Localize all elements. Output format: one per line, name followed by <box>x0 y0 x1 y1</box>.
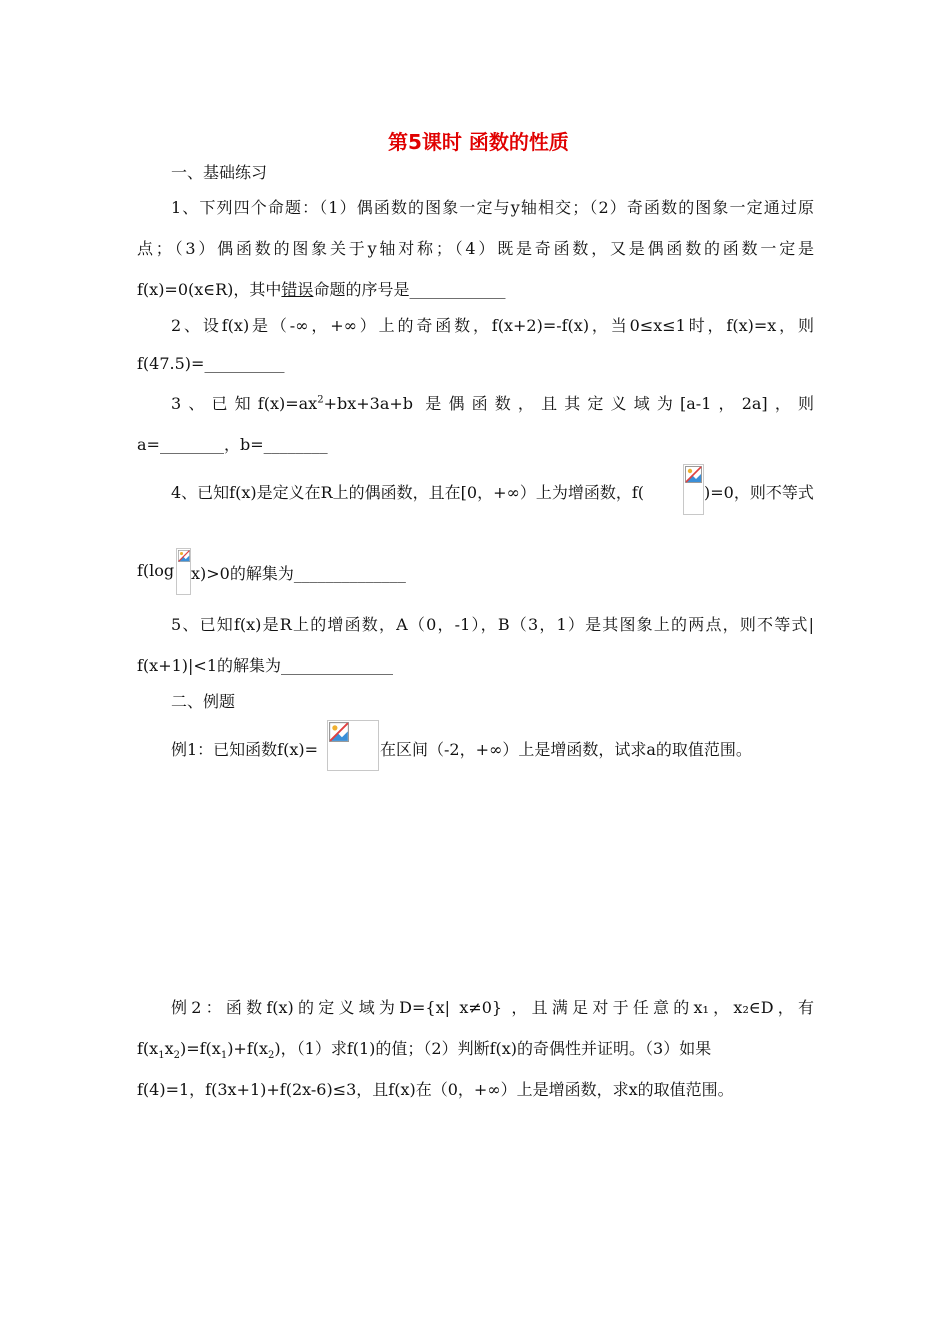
question-5-line-1: 5、已知f(x)是R上的增函数，A（0，-1），B（3，1）是其图象上的两点，则不等式| <box>171 615 814 634</box>
example-2-line-2-a: f(x <box>137 1039 159 1058</box>
example-2-line-2 <box>137 1036 711 1061</box>
page-title: 第5课时 函数的性质 <box>388 130 569 154</box>
section-heading-examples: 二、例题 <box>171 692 236 711</box>
example-2-subscript-4: 2 <box>268 1050 275 1062</box>
broken-image-icon <box>329 722 349 742</box>
question-4-line-1-end: )=0，则不等式 <box>704 483 814 502</box>
example-1-end: 在区间（-2，+∞）上是增函数，试求a的取值范围。 <box>380 740 752 759</box>
question-3-exponent: 2 <box>317 394 324 406</box>
question-2-line-2: f(47.5)=__________ <box>137 354 285 373</box>
question-1-line-1: 1、下列四个命题：（1）偶函数的图象一定与y轴相交；（2）奇函数的图象一定通过原 <box>171 198 814 217</box>
example-2-subscript-3: 1 <box>220 1050 228 1062</box>
question-4-line-1-prefix: 4、已知f(x)是定义在R上的偶函数，且在[0，+∞）上为增函数，f( <box>171 483 644 502</box>
example-2-subscript-1: 1 <box>158 1050 165 1062</box>
example-2-line-2-e: )，（1）求f(1)的值；（2）判断f(x)的奇偶性并证明。（3）如果 <box>274 1039 712 1058</box>
question-3-line-1-prefix: 3、已知f(x)=ax <box>171 394 318 413</box>
broken-image-placeholder-1 <box>683 464 704 515</box>
question-5-line-2: f(x+1)|<1的解集为______________ <box>137 656 393 675</box>
broken-image-placeholder-2 <box>176 548 191 595</box>
question-1-line-2: 点；（3）偶函数的图象关于y轴对称；（4）既是奇函数，又是偶函数的函数一定是 <box>137 239 814 258</box>
question-4-line-2-end: x)>0的解集为______________ <box>191 564 406 583</box>
question-1-line-3-suffix: 命题的序号是____________ <box>313 280 506 299</box>
question-1-line-3 <box>137 277 505 300</box>
broken-image-placeholder-3 <box>327 720 379 771</box>
example-2-line-1: 例2：函数f(x)的定义域为D={x| x≠0} ，且满足对于任意的x₁，x₂∈D，有 <box>171 998 814 1017</box>
question-4-line-2-start: f(log <box>137 561 175 580</box>
question-3-line-1 <box>171 391 814 413</box>
example-2-line-2-b: x <box>164 1039 174 1058</box>
broken-image-icon <box>685 466 702 483</box>
broken-image-icon <box>178 550 190 562</box>
example-2-subscript-2: 2 <box>173 1050 180 1062</box>
question-2-line-1: 2、设f(x)是（-∞，+∞）上的奇函数，f(x+2)=-f(x)，当0≤x≤1时，f(x)=x，则 <box>171 316 814 335</box>
question-3-line-2: a=________，b=________ <box>137 435 328 454</box>
question-4-line-1 <box>171 480 644 503</box>
example-2-line-2-c: )=f(x <box>179 1039 221 1058</box>
section-heading-basic-practice: 一、基础练习 <box>171 163 268 182</box>
question-1-underlined-word: 错误 <box>281 280 314 299</box>
question-3-line-1-suffix: +bx+3a+b 是偶函数，且其定义域为[a-1，2a]，则 <box>323 394 814 413</box>
example-2-line-3: f(4)=1，f(3x+1)+f(2x-6)≤3，且f(x)在（0，+∞）上是增函数，求x的取值范围。 <box>137 1080 734 1099</box>
example-2-line-2-d: )+f(x <box>227 1039 269 1058</box>
example-1-start: 例1：已知函数f(x)= <box>171 740 319 759</box>
question-1-line-3-prefix: f(x)=0(x∈R)，其中 <box>137 280 282 299</box>
